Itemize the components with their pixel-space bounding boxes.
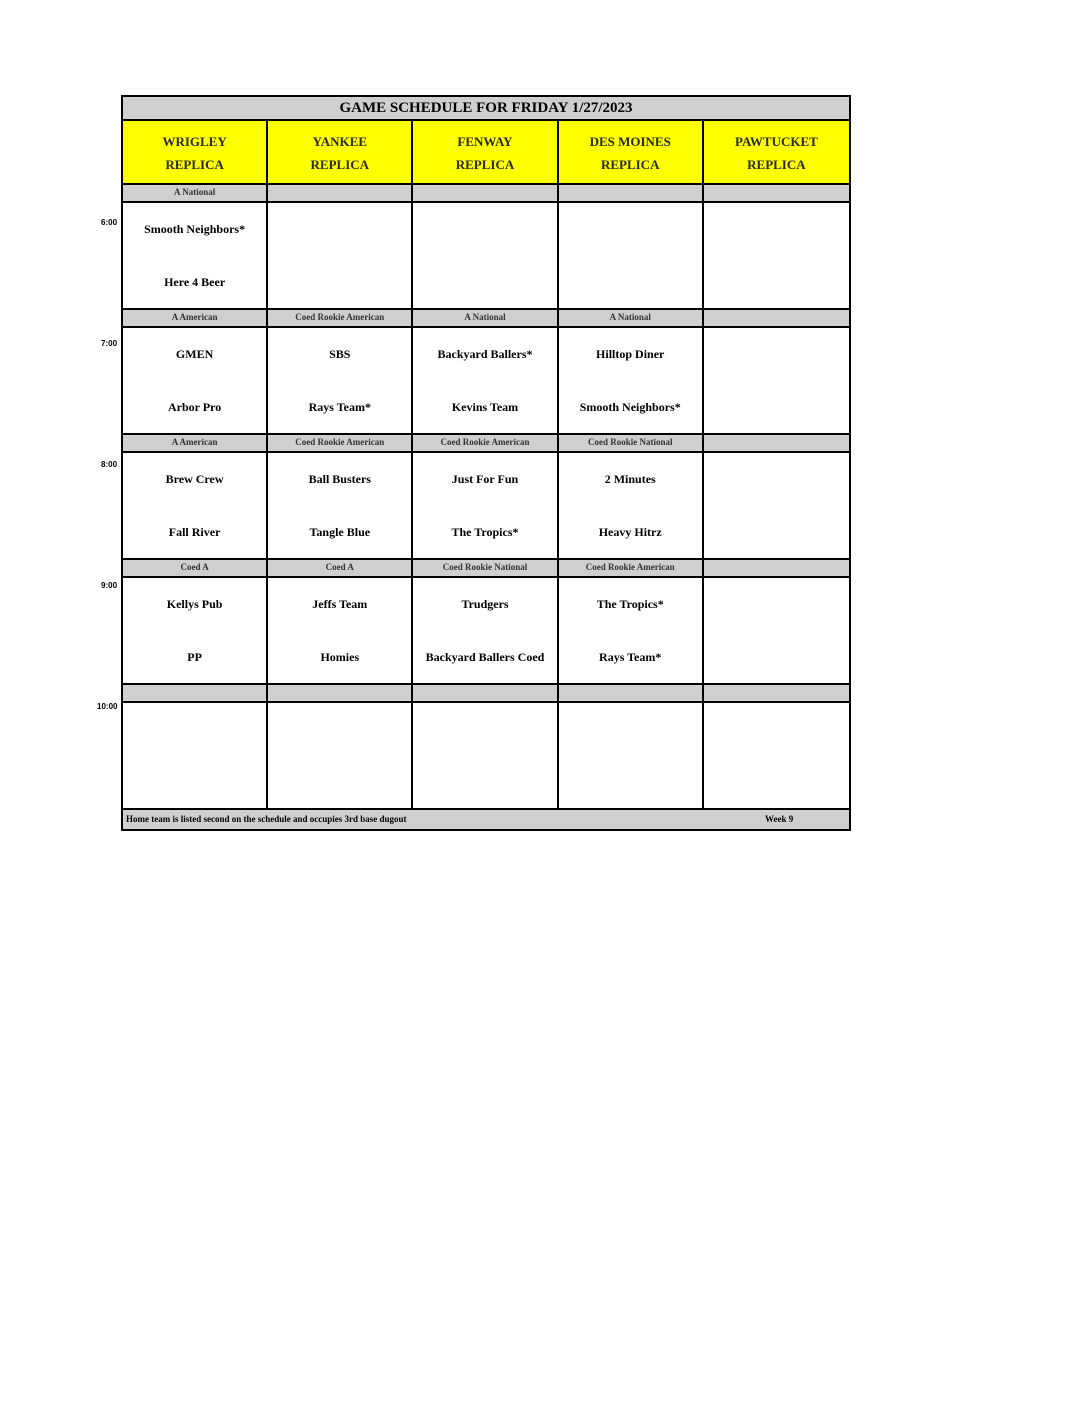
division-label: A National	[413, 310, 558, 326]
field-sub: REPLICA	[310, 157, 370, 172]
game-cell	[413, 328, 558, 433]
away-team: GMEN	[175, 347, 214, 361]
division-label: A National	[123, 185, 268, 201]
game-cell	[559, 203, 704, 308]
division-row	[123, 685, 849, 703]
field-header-pawtucket	[704, 121, 849, 183]
game-cell	[704, 203, 849, 308]
division-label	[704, 185, 849, 201]
division-label: A American	[123, 310, 268, 326]
division-row	[123, 310, 849, 328]
home-team: Smooth Neighbors*	[579, 400, 681, 414]
game-cell	[123, 703, 268, 808]
division-label	[704, 435, 849, 451]
division-label: Coed Rookie American	[268, 435, 413, 451]
game-cell	[413, 578, 558, 683]
game-cell	[123, 203, 268, 308]
away-team: Brew Crew	[165, 472, 224, 486]
game-slot-row	[123, 453, 849, 560]
away-team: Trudgers	[461, 597, 509, 611]
home-team-note: Home team is listed second on the schedule and occupies 3rd base dugout	[126, 814, 407, 824]
game-cell	[268, 578, 413, 683]
game-cell	[268, 453, 413, 558]
division-label: A American	[123, 435, 268, 451]
field-header-wrigley	[123, 121, 268, 183]
division-label	[268, 685, 413, 701]
division-row	[123, 560, 849, 578]
away-team: Ball Busters	[308, 472, 371, 486]
division-label: Coed Rookie National	[413, 560, 558, 576]
game-slot-row	[123, 328, 849, 435]
schedule-sheet	[121, 95, 851, 831]
game-cell	[704, 703, 849, 808]
home-team: Here 4 Beer	[164, 275, 226, 289]
home-team: Heavy Hitrz	[598, 525, 662, 539]
game-cell	[704, 578, 849, 683]
time-label: 7:00	[101, 339, 118, 348]
schedule-footer	[123, 810, 849, 829]
field-header-row	[123, 121, 849, 185]
game-cell	[559, 703, 704, 808]
division-label	[268, 185, 413, 201]
home-team: Rays Team*	[599, 650, 662, 664]
field-name: WRIGLEY	[162, 134, 227, 149]
division-label	[704, 685, 849, 701]
away-team: Backyard Ballers*	[437, 347, 533, 361]
field-header-yankee	[268, 121, 413, 183]
game-cell	[704, 453, 849, 558]
game-cell	[123, 578, 268, 683]
game-cell	[268, 703, 413, 808]
game-cell	[559, 453, 704, 558]
division-label	[413, 185, 558, 201]
away-team: Kellys Pub	[166, 597, 223, 611]
field-name: DES MOINES	[589, 134, 671, 149]
home-team: PP	[187, 650, 202, 664]
away-team: Hilltop Diner	[596, 347, 665, 361]
game-cell	[123, 453, 268, 558]
game-cell	[704, 328, 849, 433]
game-cell	[123, 328, 268, 433]
week-label: Week 9	[765, 814, 794, 824]
home-team: Kevins Team	[451, 400, 519, 414]
division-label: Coed Rookie National	[559, 435, 704, 451]
time-label: 8:00	[101, 460, 118, 469]
home-team: Homies	[320, 650, 360, 664]
division-label: A National	[559, 310, 704, 326]
division-label	[704, 310, 849, 326]
division-label	[559, 685, 704, 701]
division-label: Coed Rookie American	[559, 560, 704, 576]
game-cell	[413, 203, 558, 308]
time-label: 9:00	[101, 581, 118, 590]
game-cell	[268, 203, 413, 308]
field-header-fenway	[413, 121, 558, 183]
division-label	[413, 685, 558, 701]
game-slot-row	[123, 578, 849, 685]
away-team: SBS	[329, 347, 351, 361]
division-label: Coed A	[123, 560, 268, 576]
game-cell	[559, 328, 704, 433]
division-label	[559, 185, 704, 201]
field-sub: REPLICA	[747, 157, 806, 172]
away-team: Just For Fun	[451, 472, 519, 486]
game-cell	[268, 328, 413, 433]
home-team: The Tropics*	[451, 525, 519, 539]
away-team: Smooth Neighbors*	[144, 222, 246, 236]
division-row	[123, 435, 849, 453]
home-team: Tangle Blue	[309, 525, 371, 539]
schedule-title: GAME SCHEDULE FOR FRIDAY 1/27/2023	[123, 97, 849, 121]
away-team: Jeffs Team	[312, 597, 368, 611]
field-name: FENWAY	[457, 134, 513, 149]
field-sub: REPLICA	[600, 157, 660, 172]
division-label: Coed A	[268, 560, 413, 576]
division-label: Coed Rookie American	[268, 310, 413, 326]
time-label: 10:00	[97, 702, 118, 711]
home-team: Arbor Pro	[167, 400, 222, 414]
game-cell	[413, 453, 558, 558]
division-label	[123, 685, 268, 701]
home-team: Backyard Ballers Coed	[425, 650, 545, 664]
game-slot-row	[123, 703, 849, 810]
division-label	[704, 560, 849, 576]
away-team: 2 Minutes	[604, 472, 656, 486]
home-team: Rays Team*	[308, 400, 371, 414]
game-slot-row	[123, 203, 849, 310]
division-label: Coed Rookie American	[413, 435, 558, 451]
field-name: PAWTUCKET	[734, 134, 818, 149]
game-cell	[559, 578, 704, 683]
away-team: The Tropics*	[596, 597, 664, 611]
field-name: YANKEE	[312, 134, 368, 149]
home-team: Fall River	[168, 525, 221, 539]
field-sub: REPLICA	[455, 157, 515, 172]
game-cell	[413, 703, 558, 808]
field-header-des-moines	[559, 121, 704, 183]
field-sub: REPLICA	[165, 157, 224, 172]
division-row	[123, 185, 849, 203]
time-label: 6:00	[101, 218, 118, 227]
